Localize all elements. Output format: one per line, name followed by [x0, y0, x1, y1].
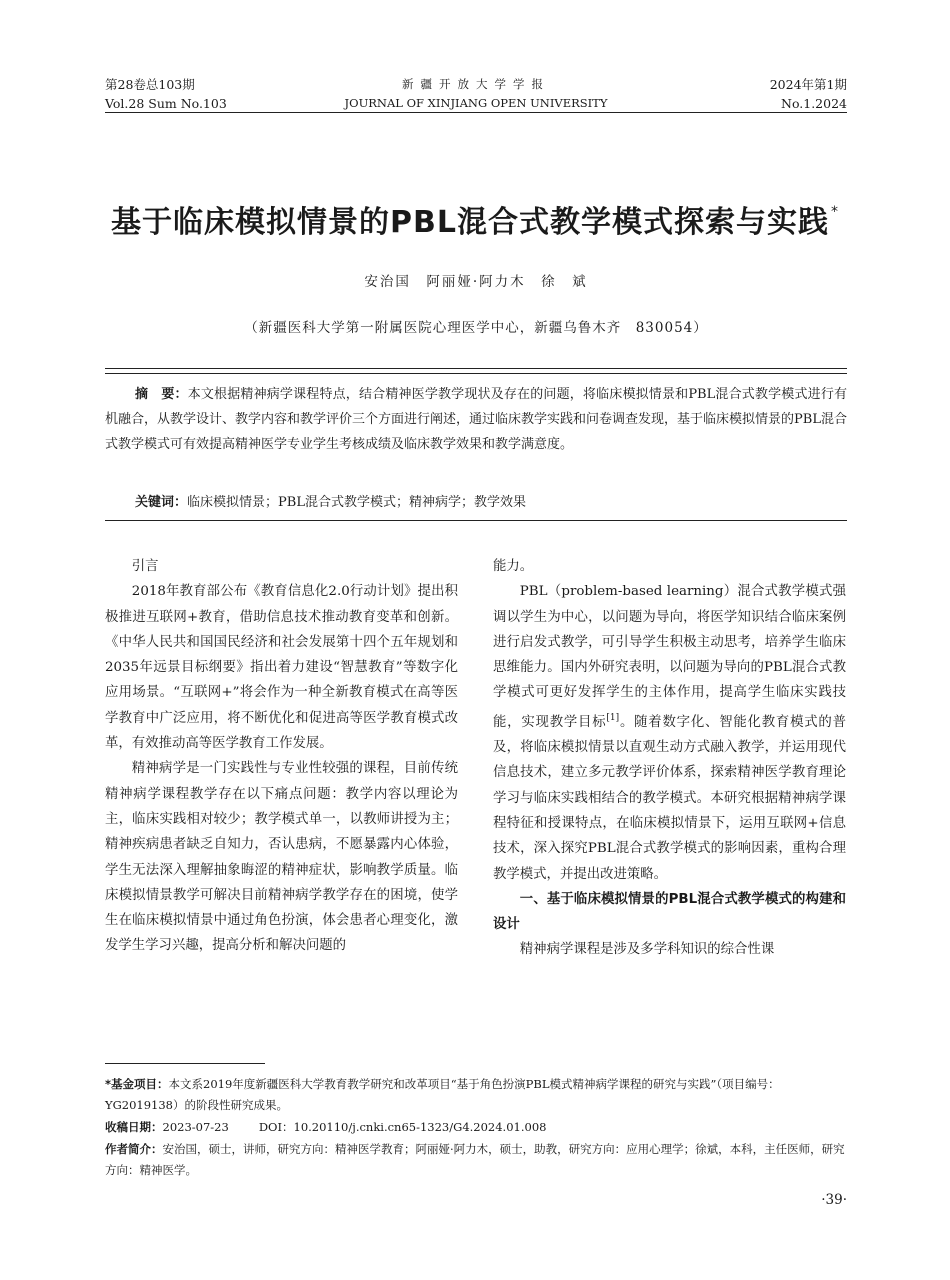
article-title [60, 190, 890, 245]
keywords-text: 临床模拟情景；PBL混合式教学模式；精神病学；教学效果 [187, 495, 526, 510]
footnote-author-bio [105, 1139, 847, 1181]
abstract-text: 本文根据精神病学课程特点，结合精神医学教学现状及存在的问题，将临床模拟情景和PBL混合式教学模式进行有机融合，从教学设计、教学内容和教学评价三个方面进行阐述，通过临床教学实践和问卷调查发现，基于临床模拟情景的PBL混合式教学模式可有效提高精神医学专业学生考核成绩及临床教学效果和教学满意度。 [105, 387, 847, 452]
paragraph-text: PBL（problem-based learning）混合式教学模式强调以学生为中心，以问题为导向，将医学知识结合临床案例进行启发式教学，可引导学生积极主动思考，培养学生临床思维能力。国内外研究表明，以问题为导向的PBL混合式教学模式可更好发挥学生的主体作用，提高学生临床实践技能，实现教学目标 [493, 584, 846, 730]
author-list: 安治国 阿丽娅·阿力木 徐 斌 [364, 274, 588, 290]
author-bio-label: 作者简介： [105, 1142, 163, 1156]
footnote-fund [105, 1074, 847, 1116]
citation-ref[interactable]: [1] [606, 712, 620, 723]
body-column-left [105, 554, 458, 959]
header-rule [105, 112, 847, 113]
body-column-right [493, 554, 846, 963]
footnote-received [105, 1117, 847, 1138]
abstract [105, 382, 847, 457]
article-title-text: 基于临床模拟情景的PBL混合式教学模式探索与实践 [111, 205, 829, 240]
author-bio-text: 安治国，硕士，讲师，研究方向：精神医学教育；阿丽娅·阿力木，硕士，助教，研究方向：应用心理学；徐斌，本科，主任医师，研究方向：精神医学。 [105, 1142, 845, 1177]
fund-text: 本文系2019年度新疆医科大学教育教学研究和改革项目“基于角色扮演PBL模式精神病学课程的研究与实践”（项目编号：YG2019138）的阶段性研究成果。 [105, 1077, 780, 1112]
year-issue-cn: 2024年第1期 [769, 77, 847, 92]
keywords [105, 490, 847, 515]
year-issue-en: No.1.2024 [781, 96, 847, 111]
paragraph: 2018年教育部公布《教育信息化2.0行动计划》提出积极推进互联网+教育，借助信息技术推动教育变革和创新。《中华人民共和国国民经济和社会发展第十四个五年规划和2035年远景目标纲要》指出着力建设“智慧教育”等数字化应用场景。“互联网+”将会作为一种全新教育模式在高等医学教育中广泛应用，将不断优化和促进高等医学教育模式改革，有效推动高等医学教育工作发展。 [105, 584, 458, 752]
journal-name-cn: 新疆开放大学学报 [402, 77, 550, 91]
doi[interactable]: DOI：10.20110/j.cnki.cn65-1323/G4.2024.01.008 [258, 1120, 547, 1134]
paragraph: 精神病学是一门实践性与专业性较强的课程，目前传统精神病学课程教学存在以下痛点问题：教学内容以理论为主，临床实践相对较少；教学模式单一，以教师讲授为主；精神疾病患者缺乏自知力，否认患病，不愿暴露内心体验，学生无法深入理解抽象晦涩的精神症状，影响教学质量。临床模拟情景教学可解决目前精神病学教学存在的困境，使学生在临床模拟情景中通过角色扮演，体会患者心理变化，激发学生学习兴趣，提高分析和解决问题的 [105, 761, 458, 954]
journal-name-en: JOURNAL OF XINJIANG OPEN UNIVERSITY [344, 96, 608, 110]
header-center [105, 75, 847, 113]
volume-issue-en: Vol.28 Sum No.103 [105, 96, 227, 111]
page-number: ·39· [821, 1192, 847, 1208]
affiliation: （新疆医科大学第一附属医院心理医学中心，新疆乌鲁木齐 830054） [244, 320, 708, 336]
header-right [770, 75, 847, 113]
volume-issue-cn: 第28卷总103期 [105, 77, 195, 92]
received-label: 收稿日期： [105, 1120, 163, 1134]
footnote-rule [105, 1063, 265, 1064]
fund-label: *基金项目： [105, 1077, 169, 1091]
running-header [105, 75, 847, 115]
abstract-bottom-rule [105, 520, 847, 521]
title-footnote-mark: * [830, 204, 839, 220]
paragraph-text: 。随着数字化、智能化教育模式的普及，将临床模拟情景以直观生动方式融入教学，并运用现代信息技术，建立多元教学评价体系，探索精神医学教育理论学习与临床实践相结合的教学模式。本研究根据精神病学课程特征和授课特点，在临床模拟情景下，运用互联网+信息技术，深入探究PBL混合式教学模式的影响因素，重构合理教学模式，并提出改进策略。 [493, 714, 847, 882]
abstract-top-rule [105, 368, 847, 374]
received-date: 2023-07-23 [162, 1120, 229, 1134]
paragraph: 精神病学课程是涉及多学科知识的综合性课 [519, 942, 775, 958]
paragraph-continuation: 能力。 [493, 559, 534, 574]
paragraph [493, 579, 846, 887]
abstract-label: 摘 要： [135, 387, 188, 402]
section-heading-intro: 引言 [131, 559, 159, 574]
section-heading-1: 一、基于临床模拟情景的PBL混合式教学模式的构建和设计 [493, 891, 846, 933]
keywords-label: 关键词： [135, 495, 188, 510]
